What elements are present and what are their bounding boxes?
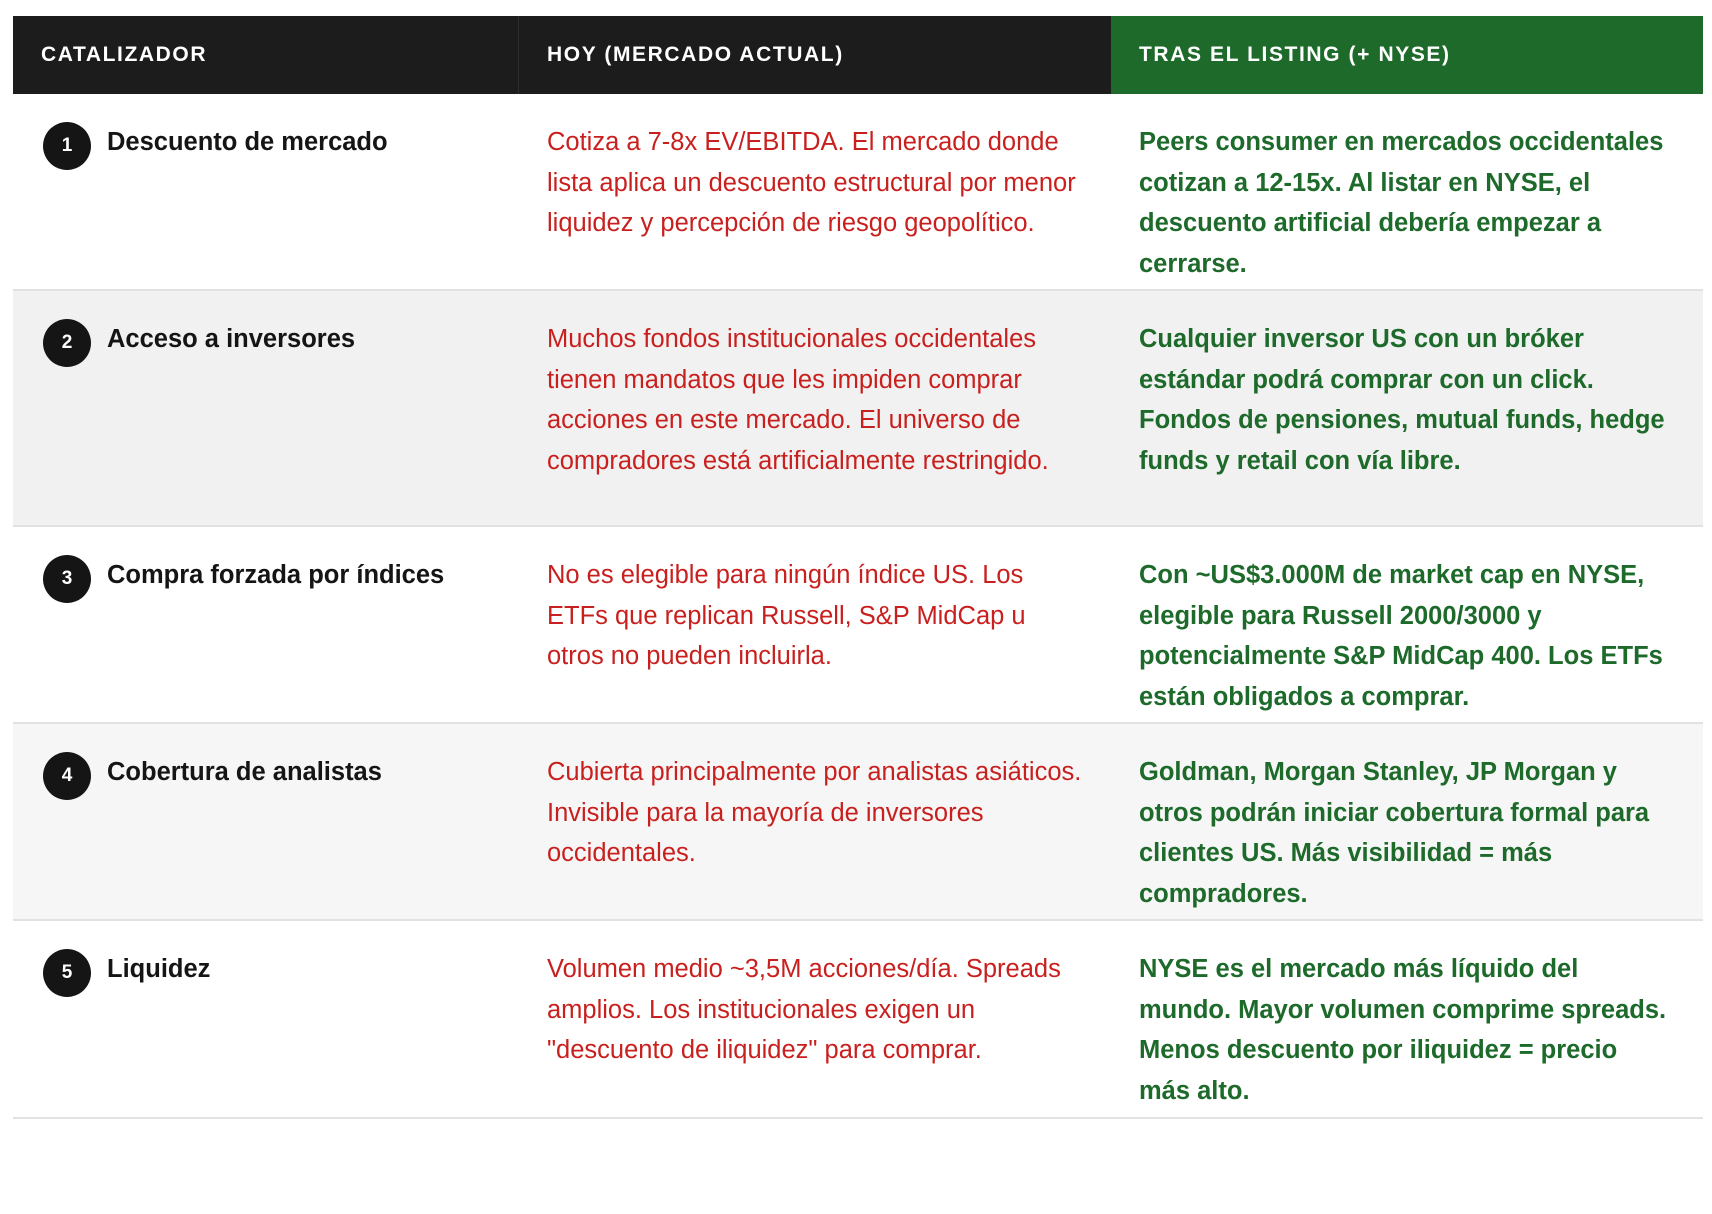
today-cell: No es elegible para ningún índice US. Los ETFs que replican Russell, S&P MidCap u otros no pueden incluirla. xyxy=(547,561,1026,670)
today-cell: Volumen medio ~3,5M acciones/día. Spreads amplios. Los institucionales exigen un "descuento de iliquidez" para comprar. xyxy=(547,955,1061,1064)
header-today: HOY (MERCADO ACTUAL) xyxy=(519,16,1111,94)
number-badge: 5 xyxy=(43,949,91,997)
table-row xyxy=(13,94,1703,291)
header-after-listing: TRAS EL LISTING (+ NYSE) xyxy=(1111,16,1703,94)
after-cell: Cualquier inversor US con un bróker estándar podrá comprar con un click. Fondos de pensiones, mutual funds, hedge funds y retail con vía libre. xyxy=(1139,325,1665,475)
number-badge: 2 xyxy=(43,319,91,367)
after-cell: Peers consumer en mercados occidentales cotizan a 12-15x. Al listar en NYSE, el descuento artificial debería empezar a cerrarse. xyxy=(1139,128,1664,278)
today-cell: Muchos fondos institucionales occidentales tienen mandatos que les impiden comprar acciones en este mercado. El universo de compradores está artificialmente restringido. xyxy=(547,325,1049,475)
catalyst-title: Acceso a inversores xyxy=(107,325,356,353)
table-row xyxy=(13,921,1703,1119)
table-header xyxy=(13,16,1703,94)
number-badge: 4 xyxy=(43,752,91,800)
catalyst-cell xyxy=(13,291,519,525)
catalyst-title: Liquidez xyxy=(107,955,211,983)
today-cell: Cotiza a 7-8x EV/EBITDA. El mercado donde lista aplica un descuento estructural por menor liquidez y percepción de riesgo geopolítico. xyxy=(547,128,1076,237)
number-badge: 3 xyxy=(43,555,91,603)
number-badge: 1 xyxy=(43,122,91,170)
catalyst-cell xyxy=(13,527,519,722)
catalyst-cell xyxy=(13,724,519,919)
after-cell: Goldman, Morgan Stanley, JP Morgan y otros podrán iniciar cobertura formal para clientes US. Más visibilidad = más compradores. xyxy=(1139,758,1650,908)
today-cell: Cubierta principalmente por analistas asiáticos. Invisible para la mayoría de inversores occidentales. xyxy=(547,758,1082,867)
catalyst-cell xyxy=(13,94,519,289)
catalyst-title: Cobertura de analistas xyxy=(107,758,382,786)
table-row xyxy=(13,527,1703,724)
catalyst-cell xyxy=(13,921,519,1117)
table-row xyxy=(13,291,1703,527)
catalyst-title: Compra forzada por índices xyxy=(107,561,445,589)
header-catalyst: CATALIZADOR xyxy=(13,16,519,94)
after-cell: Con ~US$3.000M de market cap en NYSE, elegible para Russell 2000/3000 y potencialmente S&P MidCap 400. Los ETFs están obligados a comprar. xyxy=(1139,561,1663,711)
catalyst-comparison-table xyxy=(13,16,1703,1119)
catalyst-title: Descuento de mercado xyxy=(107,128,388,156)
after-cell: NYSE es el mercado más líquido del mundo. Mayor volumen comprime spreads. Menos descuento por iliquidez = precio más alto. xyxy=(1139,955,1667,1105)
table-row xyxy=(13,724,1703,921)
